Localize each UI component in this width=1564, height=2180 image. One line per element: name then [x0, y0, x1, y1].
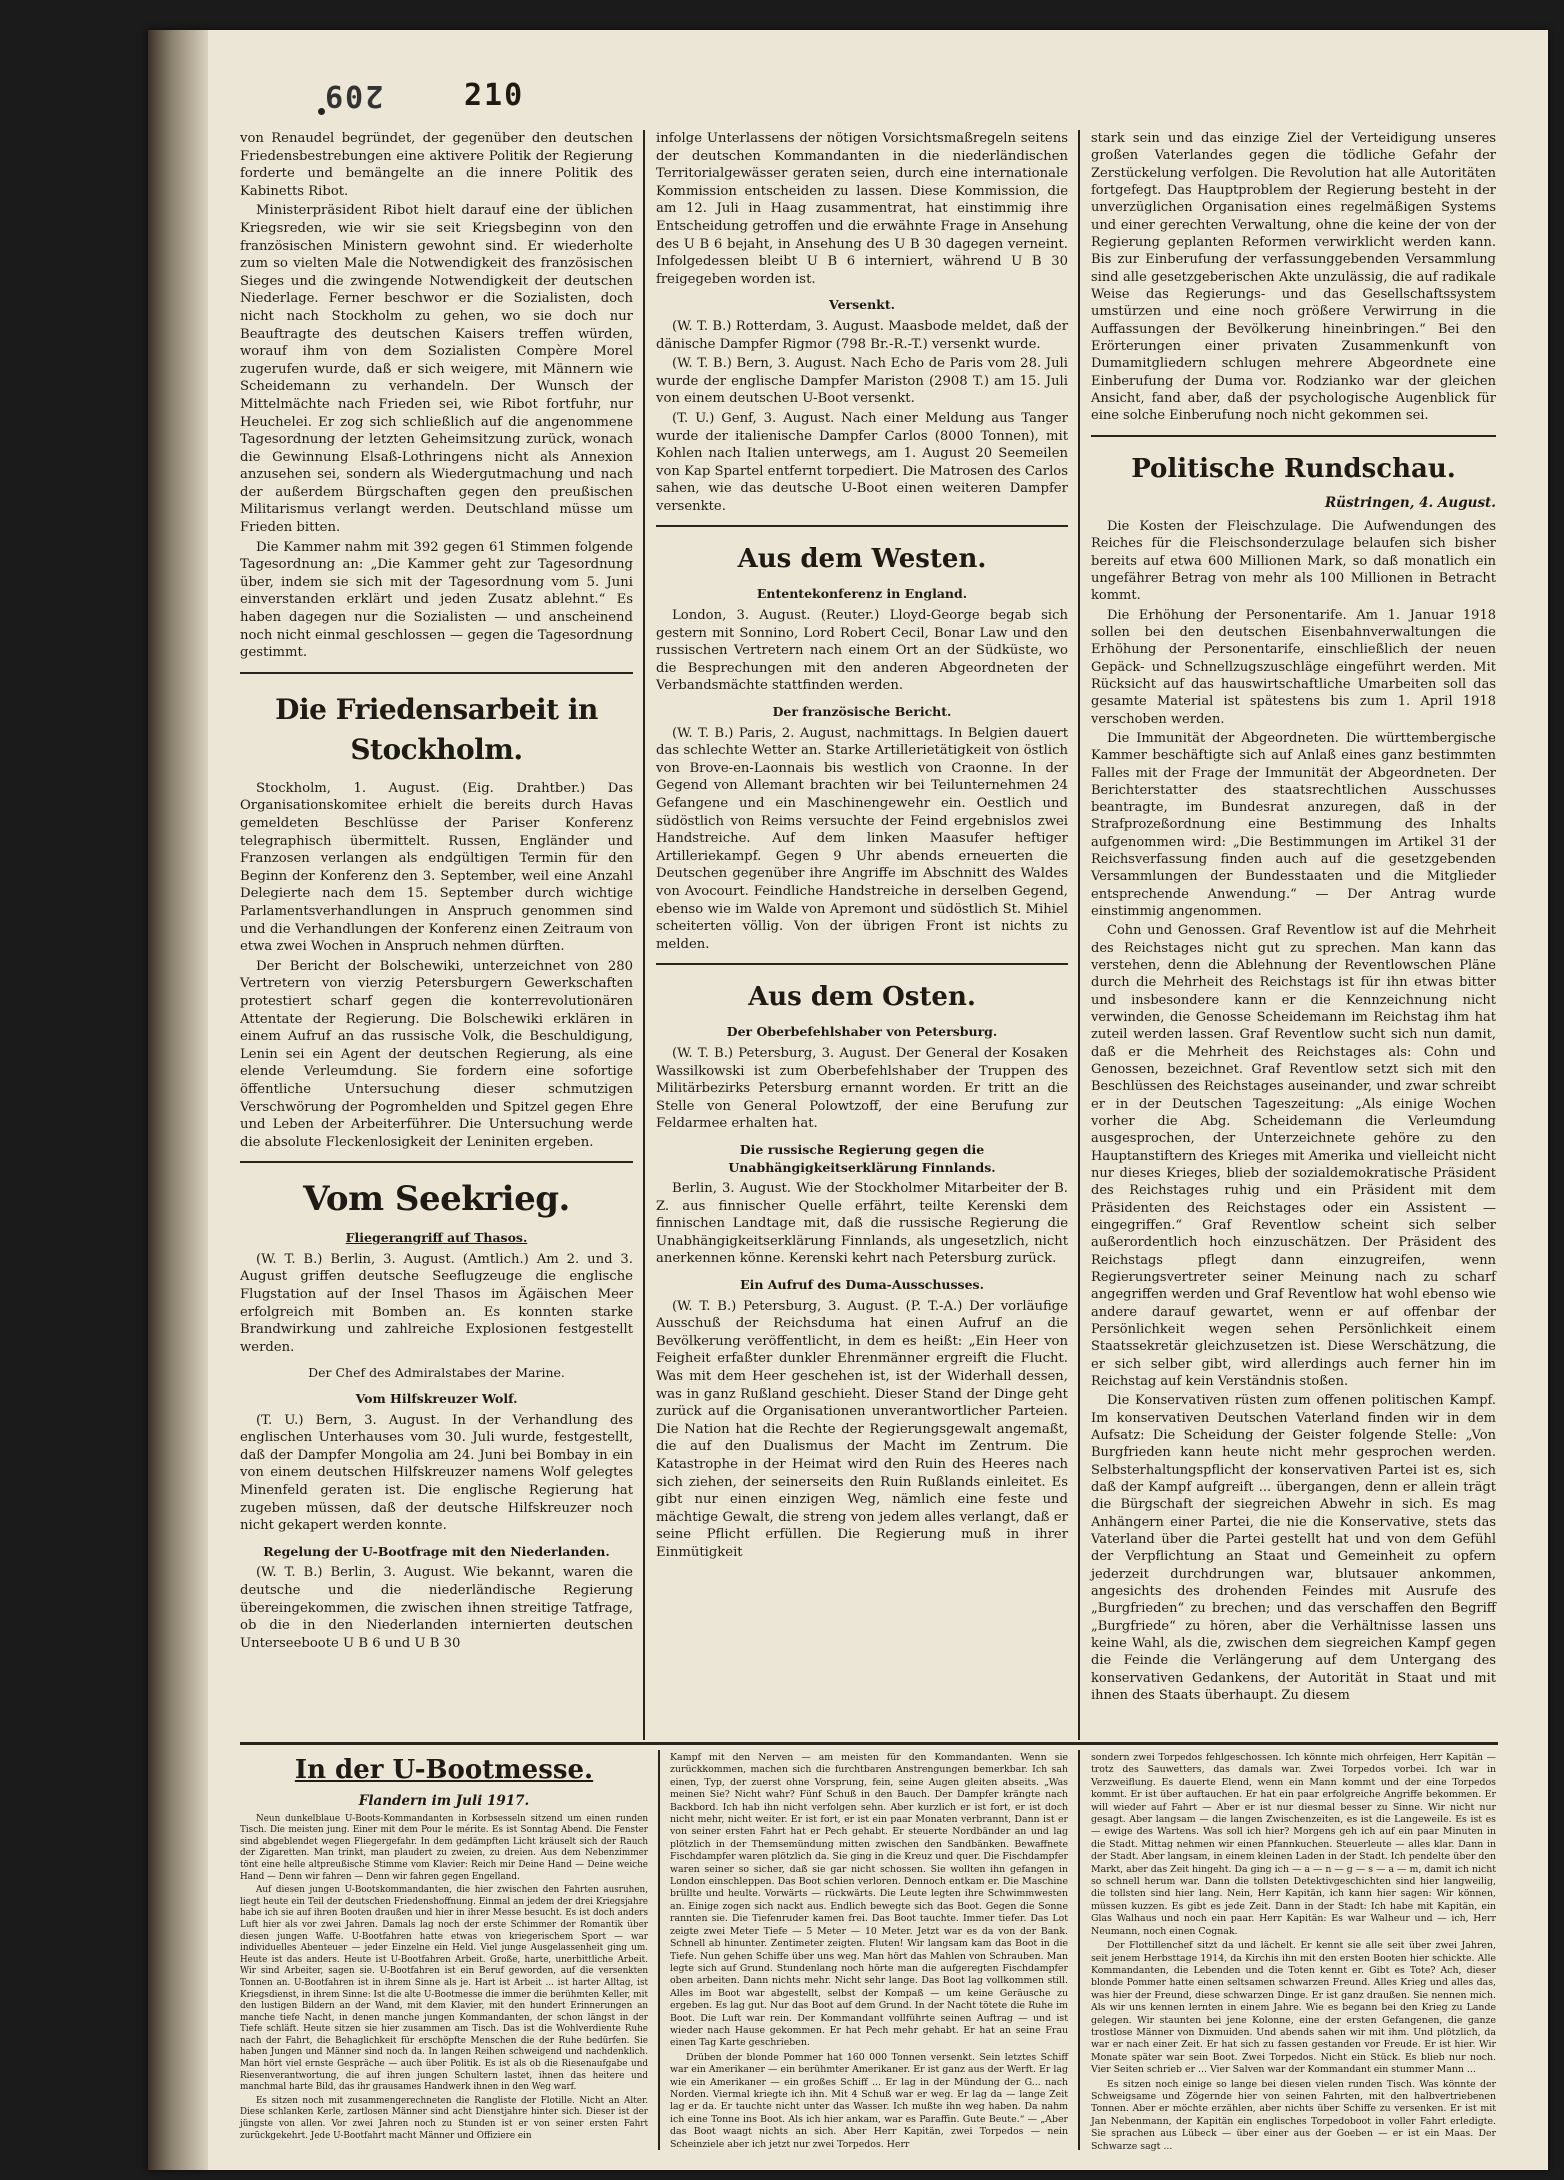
- paragraph: Ministerpräsident Ribot hielt darauf eine der üblichen Kriegsreden, wie wir sie seit Kriegsbeginn von den französischen Ministern gewohnt sind. Er wiederholte zum so vielten Male die Notwendigkeit des französischen Sieges und die zwingende Notwendigkeit der deutschen Niederlage. Ferner beschwor er die Sozialisten, doch nicht nach Stockholm zu gehen, wo sie doch nur Beauftragte des deutschen Kaisers treffen würden, worauf ihm von dem Sozialisten Compère Morel zugerufen wurde, daß er sich weigere, mit Männern wie Scheidemann zu verhandeln. Der Wunsch der Mittelmächte nach Frieden sei, wie Ribot fortfuhr, nur Heuchelei. Er zog sich schließlich auf die angenommene Tagesordnung der letzten Geheimsitzung zurück, wonach die Gewinnung Elsaß-Lothringens nicht als Annexion anzusehen sei, sondern als Wiedergutmachung und nach der außerdem Bürgschaften gegen den preußischen Militarismus verlangt werden. Deutschland müsse um Frieden bitten.: [240, 203, 633, 536]
- paragraph: (W. T. B.) Petersburg, 3. August. (P. T.-A.) Der vorläufige Ausschuß der Reichsduma hat einen Aufruf an die Bevölkerung veröffentlicht, in dem es heißt: „Ein Heer von Feigheit erfaßter dunkler Ehrenmänner ergreift die Flucht. Was mit dem Heer geschehen ist, ist der Widerhall dessen, was in ganz Rußland geschieht. Dieser Stand der Dinge geht zurück auf die Organisationen unverantwortlicher Parteien. Die Nation hat die Rechte der Regierungsgewalt angemaßt, die auf den Dualismus der Macht im Zentrum. Die Katastrophe in der Heimat wird den Ruin des Heeres nach sich ziehen, der seinerseits den Ruin Rußlands einleitet. Es gibt nur einen einzigen Weg, nämlich eine feste und mächtige Gewalt, die streng von jedem alles verlangt, daß er seine Pflicht erfüllen. Die Regierung muß in ihrer Einmütigkeit: [656, 1298, 1068, 1560]
- signature: Der Chef des Admiralstabes der Marine.: [308, 1365, 565, 1381]
- paragraph: sondern zwei Torpedos fehlgeschossen. Ich könnte mich ohrfeigen, Herr Kapitän — trotz des Sauwetters, das damals war. Zwei Torpedos vorbei. Ich war in Verzweiflung. Es dauerte Elend, wenn ein Mann kommt und der eine Torpedos kommt. Er ist über auftauchen. Er hat ein paar erfolgreiche Angriffe bekommen. Er will wieder auf Fahrt — Aber er ist nur diesmal besser zu Sinne. Wir nicht nur gesagt. Aber langsam — die langen Zwischenzeiten, es ist die Langeweile. Es ist es — ewige des Wartens. Was soll ich hier? Morgens geh ich auf ein paar Minuten in die Stadt. Mittag nehmen wir einen Pfannkuchen. Steuerleute — alles klar. Dann in der Stadt. Aber langsam, in einem kleinen Laden in der Stadt. Ich pendelte über den Markt, aber das Zeit hingeht. Da ging ich — a — n — g — s — a — m, damit ich nicht so schnell herum war. Dann die tollsten Detektivgeschichten sind hier langweilig, die tollsten sind hier lang. Nein, Herr Kapitän, ich kann hier sagen: Wir können, müssen kuzzen. Es gibt es jede Zeit. Dann in der Stadt: Ich habe mit Kapitän, ein Glas Walhaus und noch ein paar. Herr Kapitän: Es war Walheur und — ich, Herr Neumann, noch einen Cognak.: [1091, 1752, 1496, 1937]
- headline-ubootmesse: In der U-Bootmesse.: [294, 1755, 594, 1785]
- headline-rundschau: Politische Rundschau.: [1131, 453, 1456, 484]
- subheading-franz: Der französische Bericht.: [772, 704, 952, 720]
- paragraph: Auf diesen jungen U-Bootskommandanten, die hier zwischen den Fahrten ausruhen, liegt heute ein Teil der deutschen Friedenshoffnung. Einmal an jedem der drei Kriegsjahre habe ich sie auf ihren Booten draußen und hier in ihrer Messe besucht. Es ist doch anders Luft hier als vor zwei Jahren. Damals lag noch der erste Schimmer der Romantik über diesen jungen Waffe. U-Bootfahren hatte etwas von kriegerischem Sport — war individuelles Abenteuer — jeder Einzelne ein Held. Viel junge Ausgelassenheit ging um. Heute ist das anders. Heute ist U-Bootfahren Arbeit. Große, harte, unerbittliche Arbeit. Wir sind Arbeiter, sagen sie. U-Bootfahren ist ein Beruf geworden, auf die versenkten Tonnen an. U-Bootfahren ist in ihrem Sinne als je. Hart ist Arbeit ... ist harter Alltag, ist Kriegsdienst, in ihrem Sinne: Ist die alte U-Bootmesse die immer die berühmten Keller, mit den lustigen Bildern an der Wand, mit dem Klavier, mit den hundert Erinnerungen an manche tiefe Nacht, in denen manche jungen Kommandanten, der schon längst in der Tiefe schläft. Heute sitzen sie hier zusammen am Tisch. Das ist die Wohlverdiente Ruhe nach der Fahrt, die Behaglichkeit für erschöpfte Menschen die der Ruhe bedürfen. Sie haben Jungen und Männer sind noch da. In langen Reihen schweigend und nachdenklich. Man hört viel ernste Gespräche — auch über Politik. Es ist als ob die Riesenaufgabe und Riesenverantwortung, die auf ihren jungen Schultern lastet, ihnen das heitere und manchmal harte Bild, das ihr grausames Handwerk ihnen in den Weg warf.: [240, 1885, 648, 2093]
- paragraph: (W. T. B.) Berlin, 3. August. (Amtlich.) Am 2. und 3. August griffen deutsche Seeflugzeuge die englische Flugstation auf der Insel Thasos im Ägäischen Meer erfolgreich mit Bomben an. Es konnten starke Brandwirkung und zahlreiche Explosionen festgestellt werden.: [240, 1251, 633, 1355]
- paragraph: Cohn und Genossen. Graf Reventlow ist auf die Mehrheit des Reichstages nicht gut zu sprechen. Man kann das verstehen, denn die Ablehnung der Reventlowschen Pläne durch die Mehrheit des Reichstags ist für ihn etwas bitter und insbesondere kann er die Kennzeichnung nicht verwinden, die Genosse Scheidemann im Reichstag ihm hat zuteil werden lassen. Graf Reventlow sucht sich nun damit, daß er die Mehrheit des Reichstages als: Cohn und Genossen, bezeichnet. Graf Reventlow setzt sich mit den Beschlüssen des Reichstages auseinander, und zwar schreibt er in der Deutschen Tageszeitung: „Als einige Wochen vorher die Abg. Scheidemann die Verleumdung ausgesprochen, der Unterzeichnete gehöre zu den Hauptanstiftern des Krieges mit Amerika und vielleicht nicht nur dieses Krieges, blieb der sozialdemokratische Präsident des Reichstages ruhig und ein Präsident mit dem Präsidenten des Reichstages oder ein Assistent — eingegriffen.“ Graf Reventlow scheint sich selber außerordentlich hoch einzuschätzen. Der Präsident des Reichstags pflegt dann einzugreifen, wenn Regierungsvertreter seiner Meinung nach zu scharf angegriffen werden und Graf Reventlow hat wohl ebenso wie andere darauf gewartet, wenn er auf offenbar der Persönlichkeit wegen sehen Persönlichkeit einem Staatssekretär gleichzusetzen ist. Diese Werschätzung, die er sich selber gibt, wird allerdings auch ferner hin im Reichstag auf kein Verständnis stoßen.: [1091, 923, 1496, 1389]
- paragraph: infolge Unterlassens der nötigen Vorsichtsmaßregeln seitens der deutschen Kommandanten in die niederländischen Territorialgewässer geraten seien, durch eine internationale Kommission entscheiden zu lassen. Diese Kommission, die am 12. Juli in Haag zusammentrat, hat einstimmig ihre Entscheidung getroffen und die erwähnte Frage in Ansehung des U B 6 bejaht, in Ansehung des U B 30 dagegen verneint. Infolgedessen bleibt U B 6 interniert, während U B 30 freigegeben worden ist.: [656, 131, 1068, 287]
- book-spine: [148, 30, 208, 2170]
- divider: [656, 525, 1068, 527]
- dateline: Flandern im Juli 1917.: [358, 1793, 530, 1809]
- paragraph: (W. T. B.) Bern, 3. August. Nach Echo de Paris vom 28. Juli wurde der englische Dampfer Mariston (2908 T.) am 15. Juli von einem deutschen U-Boot versenkt.: [656, 356, 1068, 407]
- column-rule: [1078, 1750, 1080, 2150]
- feuilleton-column-1: [240, 1750, 648, 2144]
- paragraph: Neun dunkelblaue U-Boots-Kommandanten in Korbsesseln sitzend um einen runden Tisch. Die meisten jung. Einer mit dem Pour le mérite. Es ist Sonntag Abend. Die Fenster sind abgeblendet wegen Fliegergefahr. In dem gedämpften Licht kräuselt sich der Rauch der Zigaretten. Man trinkt, man plaudert zu zweien, zu dreien. Aus dem Nebenzimmer tönt eine helle altpreußische Stimme vom Klavier: Reich mir Deine Hand — Deine weiche Hand — Denn wir fahren — Denn wir fahren gegen Engelland.: [240, 1813, 648, 1882]
- paragraph: London, 3. August. (Reuter.) Lloyd-George begab sich gestern mit Sonnino, Lord Robert Cecil, Bonar Law und den russischen Vertretern nach einem Ort an der Südküste, wo die Besprechungen mit den anderen Abgeordneten der Verbandsmächte stattfinden werden.: [656, 608, 1068, 694]
- paragraph: Die Kosten der Fleischzulage. Die Aufwendungen des Reiches für die Fleischsonderzulage belaufen sich bisher bereits auf etwa 600 Millionen Mark, so daß monatlich ein ungefährer Betrag von mehr als 100 Millionen in Betracht kommt.: [1091, 518, 1496, 604]
- subheading-entente: Ententekonferenz in England.: [756, 586, 968, 602]
- paragraph: (W. T. B.) Paris, 2. August, nachmittags. In Belgien dauert das schlechte Wetter an. Starke Artillerietätigkeit von östlich von Brove-en-Laonnais bis westlich von Craonne. In der Gegend von Allemant brachten wir bei Teilunternehmen 24 Gefangene und ein Maschinengewehr ein. Oestlich und südöstlich von Reims versuchte der Feind ergebnislos zwei Handstreiche. Auf dem linken Maasufer heftiger Artilleriekampf. Gegen 9 Uhr abends erneuerten die Deutschen gegenüber ihre Angriffe im Abschnitt des Waldes von Avocourt. Feindliche Handstreiche in derselben Gegend, ebenso wie im Walde von Apremont und südöstlich St. Mihiel scheiterten völlig. Von der übrigen Front ist nichts zu melden.: [656, 725, 1068, 952]
- feuilleton-rule: [240, 1742, 1498, 1745]
- subheading-duma: Ein Aufruf des Duma-Ausschusses.: [740, 1277, 984, 1293]
- page-number: 210: [464, 78, 525, 113]
- paragraph: Es sitzen noch mit zusammengerechneten die Rangliste der Flotille. Nicht an Alter. Diese schlanken Kerle, zartlosen Männer sind acht Dienstjahre hinter sich. Dieser ist der jüngste von allen. Vor zwei Jahren noch zu Stunden ist er von seiner ersten Fahrt zurückgekehrt. Jede U-Bootfahrt macht Männer und Offiziere ein: [240, 2095, 648, 2141]
- subheading-ober: Der Oberbefehlshaber von Petersburg.: [726, 1024, 998, 1040]
- divider: [656, 963, 1068, 965]
- paragraph: (T. U.) Genf, 3. August. Nach einer Meldung aus Tanger wurde der italienische Dampfer Carlos (8000 Tonnen), mit Kohlen nach Italien unterwegs, am 1. August 20 Seemeilen von Kap Spartel entfernt torpediert. Die Matrosen des Carlos sahen, wie das deutsche U-Boot einen weiteren Dampfer versenkte.: [656, 410, 1068, 514]
- paragraph: Die Kammer nahm mit 392 gegen 61 Stimmen folgende Tagesordnung an: „Die Kammer geht zur Tagesordnung über, indem sie sich mit der Tagesordnung vom 5. Juni einverstanden erklärt und jeden Zusatz ablehnt.“ Es haben dagegen nur die Sozialisten — und anscheinend noch nicht einmal geschlossen — gegen die Tagesordnung gestimmt.: [240, 539, 633, 661]
- headline-westen: Aus dem Westen.: [737, 544, 987, 575]
- paragraph: Die Konservativen rüsten zum offenen politischen Kampf. Im konservativen Deutschen Vaterland finden wir in dem Aufsatz: Die Scheidung der Geister folgende Stelle: „Von Burgfrieden kann heute nicht mehr gesprochen werden. Selbsterhaltungspflicht der konservativen Partei ist es, sich daß der Kampf aufgreift ... übergangen, denn er allein trägt die Bürgschaft der siegreichen Abwehr in sich. Es mag Anhängern einer Partei, die nie die Konservative, stets das Vaterland über die Partei gestellt hat und von dem Gefühl der Verpflichtung an Staat und Gemeinheit zu opfern jederzeit durchdrungen war, blutsauer ankommen, angesichts des drohenden Feindes mit Ausrufe des „Burgfrieden“ zu brechen; und das verschaffen den Begriff „Burgfriede“ zu hören, aber die Verhältnisse lassen uns keine Wahl, als die, zwischen dem siegreichen Kampf gegen die Feinde die Verlängerung auf dem Untergang des konservativen Gedankens, der Autorität in Staat und mit ihnen des Staats überhaupt. Zu diesem: [1091, 1393, 1496, 1703]
- headline-osten: Aus dem Osten.: [748, 982, 976, 1013]
- divider: [240, 1161, 633, 1163]
- paragraph: von Renaudel begründet, der gegenüber den deutschen Friedensbestrebungen eine aktivere Politik der Regierung forderte und bemängelte an die innere Politik des Kabinetts Ribot.: [240, 131, 633, 199]
- feuilleton-column-2: [670, 1752, 1068, 2153]
- headline-stockholm: Die Friedensarbeit in Stockholm.: [275, 692, 598, 766]
- subheading-finnland: Die russische Regierung gegen die Unabhängigkeitserklärung Finnlands.: [728, 1141, 996, 1175]
- paragraph: Kampf mit den Nerven — am meisten für den Kommandanten. Wenn sie zurückkommen, machen sich die furchtbaren Anstrengungen bemerkbar. Ich sah einen, Typ, der zuerst ohne Vorsprung, fein, seine Augen gleiten abseits. „Was meinen Sie? Nicht wahr? Fünf Schuß in den Bauch. Der Dampfer krängte nach Backbord. Ich hab ihn nicht verfolgen sehn. Aber kurzlich er ist fort, er ist doch nicht mehr, nicht weiter. Er ist fort, er ist ein paar Monaten verbrannt, Dann ist er von seiner ersten Fahrt hat er Pech gehabt. Er steuerte Nordbänder an und lag plötzlich in der Themsemündung mitten zwischen den Sandbänken. Bewaffnete Fischdampfer waren plötzlich da. Sie ging in die Kreuz und quer. Die Fischdampfer waren seiner so sicher, daß sie gar nicht schossen. Sie wollten ihn gefangen in London einschleppen. Das Boot schien verloren. Dennoch entkam er. Die Maschine brüllte und heulte. Vorwärts — rückwärts. Die Leute legten ihre Schwimmwesten an. Einige zogen sich nackt aus. Endlich bewegte sich das Boot. Gegen die Sonne rannten sie. Die Tiefenruder kamen frei. Das Boot tauchte. Immer tiefer. Das Lot zeigte zwei Meter Tiefe — 5 Meter — 10 Meter. Jetzt war es da von der Bank. Schnell ab hinunter. Zentimeter zeigten. Fluten! Wir langsam kam das Boot in die Tiefe. Nun gehen Schiffe über uns weg. Man hört das Mahlen von Schrauben. Man legte sich auf Grund. Stundenlang noch hörte man die aufgeregten Fischdampfer oben arbeiten. Dann nichts mehr. Nicht sehr lange. Das Boot lag vollkommen still. Alles im Boot war abgestellt, selbst der Kompaß — um keine Geräusche zu ergeben. Es lag gut. Nur das Boot auf dem Grund. In der Nacht tötete die Ruhe im Boot. Die Luft war rein. Der Kommandant vollführte seinen Auftrag — und ist wieder nach Hause gekommen. Er hat Pech mehr gehabt. Er hat an seine Frau einen Tag Karte geschrieben.: [670, 1752, 1068, 2049]
- column-rule: [1078, 130, 1080, 1740]
- subheading-wolf: Vom Hilfskreuzer Wolf.: [355, 1391, 518, 1407]
- paragraph: (T. U.) Bern, 3. August. In der Verhandlung des englischen Unterhauses vom 30. Juli wurde, festgestellt, daß der Dampfer Mongolia am 24. Juni bei Bombay in ein von einem deutschen Hilfskreuzer namens Wolf gelegtes Minenfeld geraten ist. Die englische Regierung hat zugeben müssen, daß der deutsche Hilfskreuzer noch nicht gekapert werden konnte.: [240, 1412, 633, 1534]
- paragraph: (W. T. B.) Rotterdam, 3. August. Maasbode meldet, daß der dänische Dampfer Rigmor (798 Br.-R.-T.) versenkt wurde.: [656, 318, 1068, 352]
- subheading-versenkt: Versenkt.: [829, 297, 895, 313]
- paragraph: stark sein und das einzige Ziel der Verteidigung unseres großen Vaterlandes gegen die tödliche Gefahr der Zerstückelung verfolgen. Die Revolution hat alle Autoritäten fortgefegt. Das Hauptproblem der Regierung besteht in der unverzüglichen Organisation eines regelmäßigen Systems und einer gerechten Verwaltung, ohne die keine der von der Regierung geplanten Reformen verwirklicht werden kann. Bis zur Einberufung der verfassunggebenden Versammlung sind alle gesetzgeberischen Akte unzulässig, die auf radikale Weise das Regierungs- und das Gesellschaftssystem umstürzen und eine noch größere Verwirrung in die Auffassungen der Bevölkerung hineinbringen.“ Bei den Erörterungen einer privaten Zusammenkunft von Dumamitgliedern schlugen mehrere Abgeordnete eine Einberufung der Duma vor. Rodzianko war der gleichen Ansicht, fand aber, daß der psychologische Augenblick für eine solche Einberufung noch nicht gekommen sei.: [1091, 131, 1496, 424]
- dateline: Rüstringen, 4. August.: [1324, 494, 1496, 511]
- paragraph: Die Immunität der Abgeordneten. Die württembergische Kammer beschäftigte sich auf Anlaß eines ganz bestimmten Falles mit der Frage der Immunität der Abgeordneten. Der Berichterstatter des staatsrechtlichen Ausschusses beantragte, im Bundesrat anzuregen, daß in der Strafprozeßordnung eine Bestimmung des Inhalts aufgenommen wird: „Die Bestimmungen im Artikel 31 der Reichsverfassung finden auch auf die gesetzgebenden Versammlungen der Bundesstaaten und die Mitglieder entsprechende Anwendung.“ — Der Antrag wurde einstimmig angenommen.: [1091, 730, 1496, 920]
- headline-seekrieg: Vom Seekrieg.: [303, 1179, 570, 1220]
- column-rule: [658, 1750, 660, 2150]
- paragraph: Drüben der blonde Pommer hat 160 000 Tonnen versenkt. Sein letztes Schiff war ein Amerikaner — ein berühmter Amerikaner. Er ist ganz aus der Werft. Er lag wie ein Amerikaner — ein großes Schiff ... Er lag in der Mündung der G... nach Norden. Viermal kriegte ich ihn. Mit 4 Schuß war er weg. Er lag da — lange Zeit lag er da. Er tauchte nicht unter das Wasser. Ich mußte ihn weg haben. Da nahm ich eine Tonne ins Boot. Als ich hier ankam, war es Paraffin. Gute Beute.“ — „Aber das Boot waagt nichts an sich. Aber Herr Kapitän, zwei Torpedos — nein Scheinziele aber ich jetzt nur zwei Torpedos. Herr: [670, 2051, 1068, 2150]
- paragraph: Stockholm, 1. August. (Eig. Drahtber.) Das Organisationskomitee erhielt die bereits durch Havas gemeldeten Beschlüsse der Pariser Konferenz telegraphisch übermittelt. Russen, Engländer und Franzosen verlangen als endgültigen Termin für den Beginn der Konferenz den 3. September, weil eine Anzahl Delegierte nach dem 15. September durch wichtige Parlamentsverhandlungen in Anspruch genommen sind und die Verhandlungen der Konferenz einen Zeitraum von etwa zwei Wochen in Anspruch nehmen dürften.: [240, 780, 633, 955]
- column-2: [656, 130, 1068, 1564]
- column-rule: [643, 130, 645, 1740]
- bleedthrough-page-number: 209: [323, 78, 384, 113]
- paragraph: Der Bericht der Bolschewiki, unterzeichnet von 280 Vertretern von vierzig Petersburgern Gewerkschaften protestiert scharf gegen die konterrevolutionären Attentate der Regierung. Die Bolschewiki erklären in einem Aufruf an das russische Volk, die Beschuldigung, Lenin sei ein Agent der deutschen Regierung, als eine elende Verleumdung. Sie fordern eine sofortige öffentliche Untersuchung dieser schmutzigen Verschwörung der Pogromhelden und Spitzel gegen Ehre und Leben der Arbeiterführer. Die Untersuchung werde die absolute Fleckenlosigkeit der Leniniten ergeben.: [240, 958, 633, 1150]
- paragraph: (W. T. B.) Berlin, 3. August. Wie bekannt, waren die deutsche und die niederländische Regierung übereingekommen, die zwischen ihnen streitige Tatfrage, ob die in den Niederlanden internierten deutschen Unterseeboote U B 6 und U B 30: [240, 1565, 633, 1651]
- feuilleton-column-3: [1091, 1752, 1496, 2155]
- subheading-ubootfrage: Regelung der U-Bootfrage mit den Niederlanden.: [263, 1543, 610, 1559]
- paragraph: (W. T. B.) Petersburg, 3. August. Der General der Kosaken Wassilkowski ist zum Oberbefehlshaber der Truppen des Militärbezirks Petersburg ernannt worden. Er tritt an die Stelle von General Polowtzoff, der eine Berufung zur Feldarmee erhalten hat.: [656, 1045, 1068, 1132]
- divider: [240, 672, 633, 674]
- paragraph: Die Erhöhung der Personentarife. Am 1. Januar 1918 sollen bei den deutschen Eisenbahnverwaltungen die Erhöhung der Personentarife, einschließlich der neuen Gepäck- und Schnellzugszuschläge eingeführt werden. Mit Rücksicht auf das hauswirtschaftliche Umarbeiten soll das gesamte Material ist spätestens bis zum 1. April 1918 verschoben werden.: [1091, 607, 1496, 727]
- newspaper-page: [148, 30, 1548, 2170]
- paragraph: Berlin, 3. August. Wie der Stockholmer Mitarbeiter der B. Z. aus finnischer Quelle erfährt, teilte Kerenski dem finnischen Landtage mit, daß die russische Regierung die Unabhängigkeitserklärung Finnlands, als ungesetzlich, nicht anerkennen könne. Kerenski kehrt nach Petersburg zurück.: [656, 1181, 1068, 1267]
- divider: [1091, 435, 1496, 437]
- paragraph: Der Flottillenchef sitzt da und lächelt. Er kennt sie alle seit über zwei Jahren, seit jenem Herbsttage 1914, da Kirchis ihn mit den ersten Booten hier schickte. Alle Kommandanten, die Lebenden und die Toten kennt er. Gibt es Tote? Ach, dieser blonde Pommer hatte einen seltsamen schwarzen Freund. Alles Krieg und alles das, was hier der Freund, diese schwarzen Dinge. Er ist ganz draußen. Sie nennen mich. Als wir uns kennen lernten in einem Jahre. Wie es begann bei den Krieg zu Lande gelegen. Wir staunten bei jene Kolonne, eine der ersten Gefangenen, die ganze trostlose Männer von Dixmuiden. Und abends sahen wir mit ihm. Und plötzlich, da war er nach einer Zeit. Er hat sich zu fassen gestanden vor Freude. Er ist hier. Wir Monate später war sein Boot. Zwei Torpedos. Nicht ein Stück. Es blieb nur noch. Vier Seiten schrieb er ... Vier Salven war der Kommandant ein stummer Mann ...: [1091, 1940, 1496, 2076]
- paragraph: Es sitzen noch einige so lange bei diesen vielen runden Tisch. Was könnte der Schweigsame und Zögernde hier von seinen Fahrten, mit den halbvertriebenen Tonnen. Aber er möchte erzählen, aber nichts über Schiffe zu versenken. Er ist mit Jan Nebenmann, der Kapitän ein englisches Torpedoboot in voller Fahrt erledigte. Sie sprachen aus Lübeck — über einer aus der Goeben — er ist ein Maas. Der Schwarze sagt ...: [1091, 2078, 1496, 2152]
- column-1: [240, 130, 633, 1654]
- subheading-thasos: Fliegerangriff auf Thasos.: [345, 1230, 528, 1246]
- column-3: [1091, 130, 1496, 1706]
